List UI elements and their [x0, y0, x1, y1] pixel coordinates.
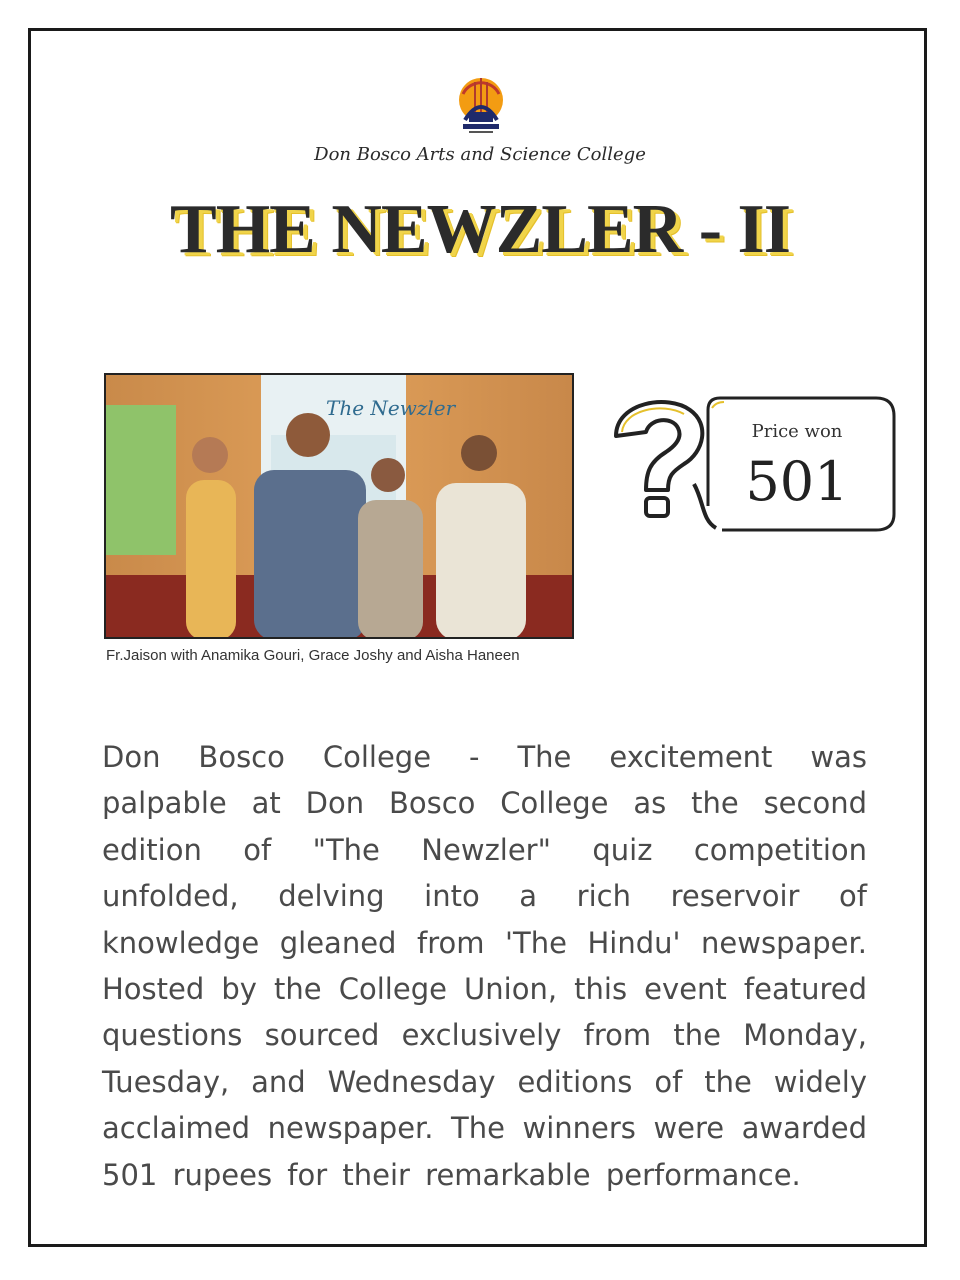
- poster-title: The Newzler: [326, 396, 456, 420]
- page-title: THE NEWZLER - II: [170, 191, 790, 268]
- event-photo: [104, 373, 574, 639]
- prize-value: 501: [745, 450, 849, 513]
- event-photo-image: [106, 375, 572, 637]
- college-name: Don Bosco Arts and Science College: [314, 144, 646, 165]
- photo-caption: Fr.Jaison with Anamika Gouri, Grace Joshy and Aisha Haneen: [106, 647, 520, 664]
- prize-label: Price won: [751, 421, 843, 442]
- question-mark-icon: [608, 392, 718, 534]
- college-crest-logo: [455, 74, 507, 136]
- article-text: Don Bosco College - The excitement was palpable at Don Bosco College as the second edition of "The Newzler" quiz competition unfolded, delving into a rich reservoir of knowledge gleaned from 'The Hindu' newspaper. Hosted by the College Union, this event featured questions sourced exclusively from the Monday, Tuesday, and Wednesday editions of the widely acclaimed newspaper. The winners were awarded 501 rupees for their remarkable performance.: [102, 740, 867, 1192]
